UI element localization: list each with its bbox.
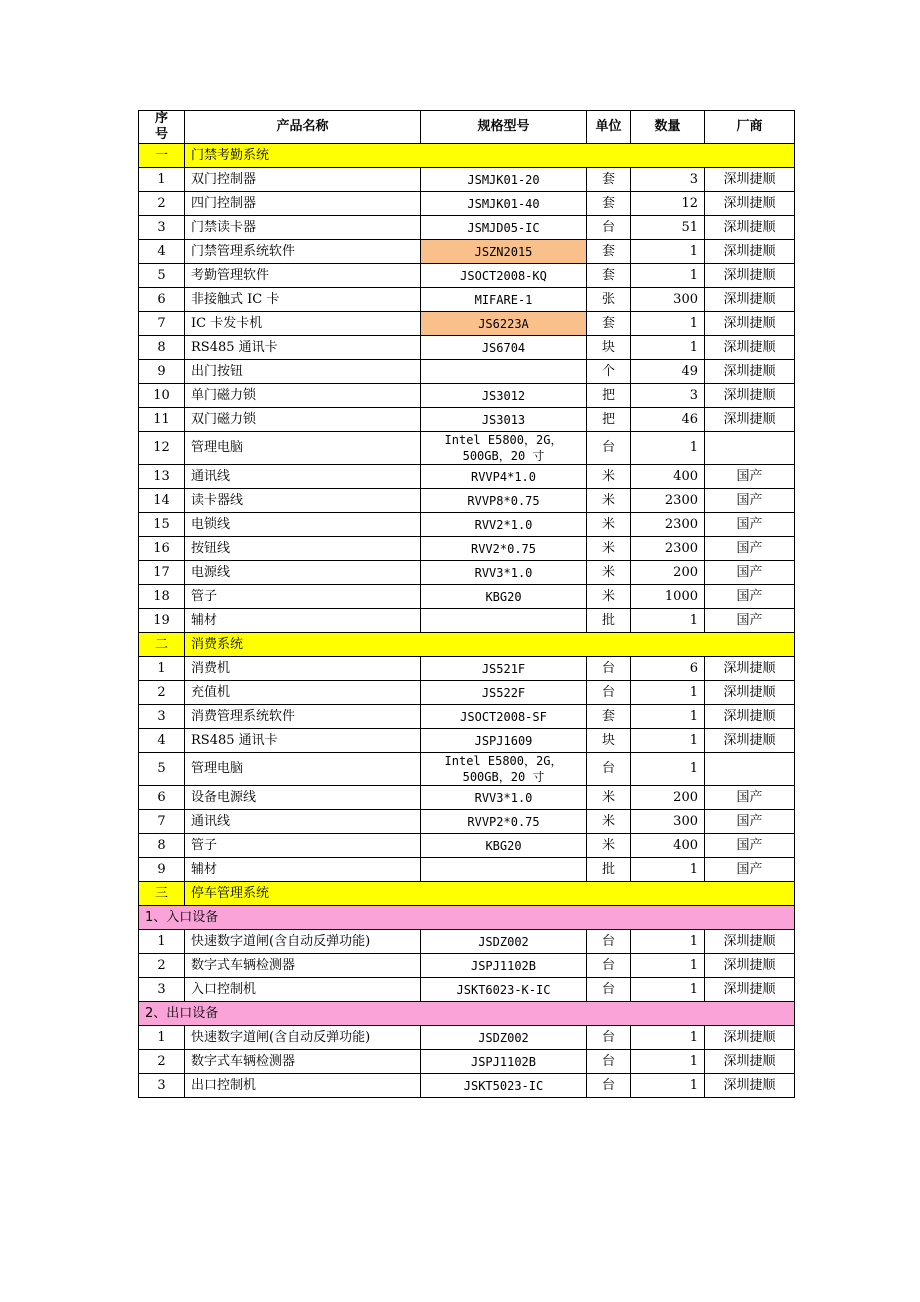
table-row (139, 360, 795, 384)
row-qty: 1 (631, 753, 705, 786)
row-qty: 1 (631, 705, 705, 729)
row-qty: 1 (631, 312, 705, 336)
row-qty: 1 (631, 978, 705, 1002)
row-name: 电源线 (185, 561, 421, 585)
row-unit: 套 (587, 264, 631, 288)
table-row (139, 537, 795, 561)
table-row (139, 432, 795, 465)
row-vendor: 深圳捷顺 (705, 288, 795, 312)
table-row (139, 954, 795, 978)
section-number: 一 (139, 144, 185, 168)
row-qty: 1 (631, 264, 705, 288)
row-spec: KBG20 (421, 585, 587, 609)
row-qty: 2300 (631, 537, 705, 561)
row-spec: JSOCT2008-KQ (421, 264, 587, 288)
table-row (139, 168, 795, 192)
row-name: 单门磁力锁 (185, 384, 421, 408)
section-number: 三 (139, 882, 185, 906)
row-vendor: 深圳捷顺 (705, 240, 795, 264)
row-name: 出口控制机 (185, 1074, 421, 1098)
row-seq: 19 (139, 609, 185, 633)
row-seq: 2 (139, 1050, 185, 1074)
row-vendor: 深圳捷顺 (705, 657, 795, 681)
row-seq: 5 (139, 753, 185, 786)
row-name: 电锁线 (185, 513, 421, 537)
row-seq: 3 (139, 978, 185, 1002)
row-vendor (705, 753, 795, 786)
row-unit: 块 (587, 336, 631, 360)
table-row (139, 978, 795, 1002)
row-qty: 1 (631, 858, 705, 882)
table-row (139, 753, 795, 786)
row-vendor: 国产 (705, 858, 795, 882)
row-spec: JS521F (421, 657, 587, 681)
table-row (139, 681, 795, 705)
row-name: RS485 通讯卡 (185, 336, 421, 360)
table-row (139, 1074, 795, 1098)
row-name: 管子 (185, 834, 421, 858)
header-row (139, 111, 795, 144)
row-spec: JS6704 (421, 336, 587, 360)
row-qty: 300 (631, 810, 705, 834)
row-vendor: 深圳捷顺 (705, 192, 795, 216)
row-seq: 4 (139, 240, 185, 264)
row-name: 通讯线 (185, 465, 421, 489)
header-name: 产品名称 (185, 111, 421, 144)
row-unit: 批 (587, 609, 631, 633)
row-name: 数字式车辆检测器 (185, 954, 421, 978)
table-row (139, 657, 795, 681)
row-seq: 6 (139, 786, 185, 810)
section-title: 消费系统 (185, 633, 795, 657)
row-spec: JSMJK01-20 (421, 168, 587, 192)
row-vendor: 深圳捷顺 (705, 681, 795, 705)
row-unit: 台 (587, 657, 631, 681)
row-name: 读卡器线 (185, 489, 421, 513)
row-spec: JSPJ1609 (421, 729, 587, 753)
row-name: 非接触式 IC 卡 (185, 288, 421, 312)
row-name: 出门按钮 (185, 360, 421, 384)
table-row (139, 288, 795, 312)
row-name: 设备电源线 (185, 786, 421, 810)
row-spec: KBG20 (421, 834, 587, 858)
row-unit: 台 (587, 1074, 631, 1098)
row-seq: 2 (139, 954, 185, 978)
row-name: 入口控制机 (185, 978, 421, 1002)
row-unit: 张 (587, 288, 631, 312)
row-qty: 1 (631, 432, 705, 465)
row-unit: 个 (587, 360, 631, 384)
row-seq: 1 (139, 930, 185, 954)
row-spec: JS6223A (421, 312, 587, 336)
row-vendor: 深圳捷顺 (705, 384, 795, 408)
row-name: 快速数字道闸(含自动反弹功能) (185, 930, 421, 954)
row-unit: 套 (587, 705, 631, 729)
table-row (139, 465, 795, 489)
table-row (139, 408, 795, 432)
row-spec: JSKT5023-IC (421, 1074, 587, 1098)
row-qty: 1 (631, 1050, 705, 1074)
row-spec: JS522F (421, 681, 587, 705)
row-name: 管理电脑 (185, 753, 421, 786)
row-spec: JSMJD05-IC (421, 216, 587, 240)
row-vendor: 国产 (705, 786, 795, 810)
row-qty: 1 (631, 930, 705, 954)
row-unit: 米 (587, 561, 631, 585)
row-unit: 台 (587, 978, 631, 1002)
row-name: 快速数字道闸(含自动反弹功能) (185, 1026, 421, 1050)
row-vendor: 国产 (705, 810, 795, 834)
row-seq: 5 (139, 264, 185, 288)
row-spec: JSMJK01-40 (421, 192, 587, 216)
table-row (139, 858, 795, 882)
row-qty: 200 (631, 561, 705, 585)
row-name: RS485 通讯卡 (185, 729, 421, 753)
row-name: 管子 (185, 585, 421, 609)
row-qty: 400 (631, 834, 705, 858)
row-name: 管理电脑 (185, 432, 421, 465)
row-spec: RVV3*1.0 (421, 786, 587, 810)
section-row (139, 144, 795, 168)
header-vendor: 厂商 (705, 111, 795, 144)
row-name: 辅材 (185, 609, 421, 633)
row-seq: 1 (139, 168, 185, 192)
row-spec: RVVP2*0.75 (421, 810, 587, 834)
table-row (139, 264, 795, 288)
table-row (139, 786, 795, 810)
row-qty: 1 (631, 1074, 705, 1098)
row-seq: 4 (139, 729, 185, 753)
row-vendor: 深圳捷顺 (705, 1050, 795, 1074)
header-seq: 序号 (139, 111, 185, 144)
row-seq: 11 (139, 408, 185, 432)
row-qty: 1000 (631, 585, 705, 609)
row-name: 辅材 (185, 858, 421, 882)
row-unit: 把 (587, 408, 631, 432)
row-qty: 3 (631, 168, 705, 192)
row-qty: 46 (631, 408, 705, 432)
row-unit: 批 (587, 858, 631, 882)
table-row (139, 729, 795, 753)
row-unit: 台 (587, 954, 631, 978)
row-qty: 200 (631, 786, 705, 810)
row-unit: 米 (587, 489, 631, 513)
row-name: 消费机 (185, 657, 421, 681)
row-unit: 台 (587, 753, 631, 786)
row-vendor: 深圳捷顺 (705, 705, 795, 729)
row-vendor: 国产 (705, 537, 795, 561)
row-qty: 2300 (631, 489, 705, 513)
row-seq: 1 (139, 657, 185, 681)
row-qty: 1 (631, 336, 705, 360)
row-unit: 米 (587, 513, 631, 537)
row-unit: 台 (587, 216, 631, 240)
row-spec (421, 858, 587, 882)
row-seq: 10 (139, 384, 185, 408)
section-number: 二 (139, 633, 185, 657)
row-vendor: 深圳捷顺 (705, 729, 795, 753)
row-seq: 9 (139, 858, 185, 882)
row-spec: RVV2*0.75 (421, 537, 587, 561)
row-vendor: 深圳捷顺 (705, 264, 795, 288)
row-qty: 1 (631, 729, 705, 753)
section-title: 门禁考勤系统 (185, 144, 795, 168)
row-name: 消费管理系统软件 (185, 705, 421, 729)
row-name: 充值机 (185, 681, 421, 705)
row-unit: 米 (587, 834, 631, 858)
row-unit: 台 (587, 1050, 631, 1074)
row-unit: 块 (587, 729, 631, 753)
row-vendor (705, 432, 795, 465)
subsection-title: 1、入口设备 (139, 906, 795, 930)
row-spec: JS3013 (421, 408, 587, 432)
row-spec: JSDZ002 (421, 1026, 587, 1050)
row-vendor: 深圳捷顺 (705, 1026, 795, 1050)
row-name: 按钮线 (185, 537, 421, 561)
row-vendor: 深圳捷顺 (705, 216, 795, 240)
table-row (139, 705, 795, 729)
row-unit: 套 (587, 240, 631, 264)
row-seq: 13 (139, 465, 185, 489)
row-name: 数字式车辆检测器 (185, 1050, 421, 1074)
table-row (139, 513, 795, 537)
row-unit: 套 (587, 168, 631, 192)
row-vendor: 国产 (705, 489, 795, 513)
row-name: 双门控制器 (185, 168, 421, 192)
row-spec: RVVP8*0.75 (421, 489, 587, 513)
row-qty: 300 (631, 288, 705, 312)
row-vendor: 深圳捷顺 (705, 336, 795, 360)
subsection-title: 2、出口设备 (139, 1002, 795, 1026)
row-vendor: 国产 (705, 834, 795, 858)
table-row (139, 489, 795, 513)
subsection-row (139, 1002, 795, 1026)
row-vendor: 国产 (705, 561, 795, 585)
table-row (139, 336, 795, 360)
row-qty: 1 (631, 681, 705, 705)
header-spec: 规格型号 (421, 111, 587, 144)
subsection-row (139, 906, 795, 930)
section-row (139, 633, 795, 657)
row-seq: 2 (139, 681, 185, 705)
row-vendor: 深圳捷顺 (705, 954, 795, 978)
row-spec: JSDZ002 (421, 930, 587, 954)
row-spec: Intel E5800，2G，500GB，20 寸 (421, 753, 587, 786)
row-vendor: 深圳捷顺 (705, 1074, 795, 1098)
row-unit: 台 (587, 432, 631, 465)
row-vendor: 深圳捷顺 (705, 930, 795, 954)
row-vendor: 国产 (705, 585, 795, 609)
header-unit: 单位 (587, 111, 631, 144)
row-spec: RVV3*1.0 (421, 561, 587, 585)
row-unit: 套 (587, 192, 631, 216)
section-title: 停车管理系统 (185, 882, 795, 906)
row-name: IC 卡发卡机 (185, 312, 421, 336)
table-row (139, 585, 795, 609)
row-seq: 12 (139, 432, 185, 465)
row-vendor: 国产 (705, 465, 795, 489)
row-seq: 18 (139, 585, 185, 609)
header-qty: 数量 (631, 111, 705, 144)
row-vendor: 深圳捷顺 (705, 360, 795, 384)
row-seq: 1 (139, 1026, 185, 1050)
row-vendor: 国产 (705, 609, 795, 633)
row-qty: 1 (631, 240, 705, 264)
row-qty: 12 (631, 192, 705, 216)
row-qty: 51 (631, 216, 705, 240)
row-seq: 9 (139, 360, 185, 384)
table-row (139, 192, 795, 216)
row-qty: 49 (631, 360, 705, 384)
row-qty: 2300 (631, 513, 705, 537)
row-seq: 8 (139, 834, 185, 858)
row-seq: 17 (139, 561, 185, 585)
row-spec: MIFARE-1 (421, 288, 587, 312)
table-row (139, 930, 795, 954)
row-unit: 米 (587, 786, 631, 810)
row-qty: 3 (631, 384, 705, 408)
row-spec (421, 609, 587, 633)
row-qty: 1 (631, 1026, 705, 1050)
equipment-list-table (138, 110, 795, 1098)
row-spec: JSZN2015 (421, 240, 587, 264)
row-seq: 16 (139, 537, 185, 561)
row-spec: JSKT6023-K-IC (421, 978, 587, 1002)
row-unit: 米 (587, 810, 631, 834)
row-qty: 400 (631, 465, 705, 489)
table-row (139, 240, 795, 264)
row-spec: JS3012 (421, 384, 587, 408)
table-row (139, 216, 795, 240)
row-seq: 8 (139, 336, 185, 360)
row-unit: 台 (587, 1026, 631, 1050)
table-row (139, 1026, 795, 1050)
row-unit: 把 (587, 384, 631, 408)
table-row (139, 609, 795, 633)
row-seq: 3 (139, 216, 185, 240)
row-spec: RVVP4*1.0 (421, 465, 587, 489)
row-spec: JSPJ1102B (421, 954, 587, 978)
row-name: 双门磁力锁 (185, 408, 421, 432)
row-seq: 7 (139, 810, 185, 834)
table-row (139, 810, 795, 834)
row-unit: 台 (587, 930, 631, 954)
row-qty: 1 (631, 954, 705, 978)
row-seq: 3 (139, 705, 185, 729)
row-name: 考勤管理软件 (185, 264, 421, 288)
row-vendor: 深圳捷顺 (705, 168, 795, 192)
row-qty: 1 (631, 609, 705, 633)
row-spec: JSOCT2008-SF (421, 705, 587, 729)
row-name: 四门控制器 (185, 192, 421, 216)
row-unit: 台 (587, 681, 631, 705)
table-row (139, 834, 795, 858)
row-spec: JSPJ1102B (421, 1050, 587, 1074)
row-qty: 6 (631, 657, 705, 681)
row-seq: 14 (139, 489, 185, 513)
row-seq: 3 (139, 1074, 185, 1098)
row-vendor: 深圳捷顺 (705, 978, 795, 1002)
row-name: 门禁读卡器 (185, 216, 421, 240)
row-spec: Intel E5800，2G，500GB，20 寸 (421, 432, 587, 465)
row-unit: 米 (587, 465, 631, 489)
table-row (139, 561, 795, 585)
row-vendor: 深圳捷顺 (705, 312, 795, 336)
row-unit: 米 (587, 585, 631, 609)
row-spec: RVV2*1.0 (421, 513, 587, 537)
row-vendor: 深圳捷顺 (705, 408, 795, 432)
row-spec (421, 360, 587, 384)
row-seq: 2 (139, 192, 185, 216)
table-row (139, 384, 795, 408)
row-seq: 15 (139, 513, 185, 537)
row-name: 通讯线 (185, 810, 421, 834)
row-unit: 套 (587, 312, 631, 336)
row-unit: 米 (587, 537, 631, 561)
row-name: 门禁管理系统软件 (185, 240, 421, 264)
table-row (139, 312, 795, 336)
section-row (139, 882, 795, 906)
row-seq: 7 (139, 312, 185, 336)
row-vendor: 国产 (705, 513, 795, 537)
row-seq: 6 (139, 288, 185, 312)
table-row (139, 1050, 795, 1074)
